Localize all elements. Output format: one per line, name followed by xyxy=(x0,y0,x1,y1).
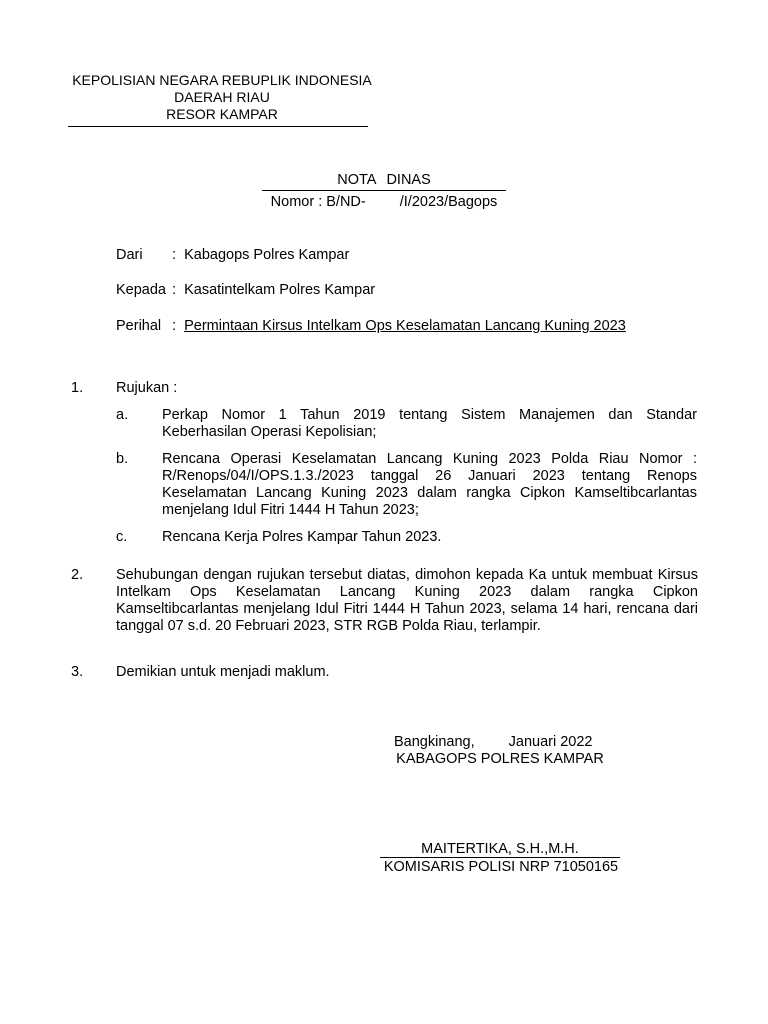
item-text-2: Sehubungan dengan rujukan tersebut diatas, dimohon kepada Ka untuk membuat Kirsus Intelkam Ops Keselamatan Lancang Kuning 2023 dalam rangka Cipkon Kamseltibcarlantas menjelang Idul Fitri 1444 H Tahun 2023, selama 14 hari, rencana dari tanggal 07 s.d. 20 Februari 2023, STR RGB Polda Riau, terlampir. xyxy=(116,567,698,634)
from-value: Kabagops Polres Kampar xyxy=(184,247,350,263)
from-row xyxy=(116,247,349,264)
to-row xyxy=(116,282,375,299)
signature-rank: KOMISARIS POLISI NRP 71050165 xyxy=(383,859,619,875)
item-number-2: 2. xyxy=(71,567,84,583)
to-value: Kasatintelkam Polres Kampar xyxy=(184,282,376,298)
letterhead-line-region: DAERAH RIAU xyxy=(174,89,270,105)
item-text-1: Rujukan : xyxy=(116,380,178,396)
title-word-dinas: DINAS xyxy=(386,172,431,188)
subject-value: Permintaan Kirsus Intelkam Ops Keselamatan Lancang Kuning 2023 xyxy=(184,318,626,334)
subitem-text-c: Rencana Kerja Polres Kampar Tahun 2023. xyxy=(162,529,442,545)
item-number-1: 1. xyxy=(71,380,84,396)
from-label: Dari xyxy=(116,247,143,263)
to-separator: : xyxy=(172,282,177,298)
signature-date: Januari 2022 xyxy=(508,734,593,750)
item-number-3: 3. xyxy=(71,664,84,680)
signature-position: KABAGOPS POLRES KAMPAR xyxy=(396,751,604,767)
letterhead-line-resort: RESOR KAMPAR xyxy=(166,106,278,122)
document-number-prefix: Nomor : B/ND- xyxy=(270,194,366,210)
subitem-text-a: Perkap Nomor 1 Tahun 2019 tentang Sistem Manajemen dan Standar Keberhasilan Operasi Kepolisian; xyxy=(162,407,697,440)
letterhead-divider xyxy=(68,126,368,127)
signature-place-date xyxy=(394,734,592,751)
signature-name: MAITERTIKA, S.H.,M.H. xyxy=(380,841,620,858)
subitem-letter-c: c. xyxy=(116,529,128,545)
from-separator: : xyxy=(172,247,177,263)
document-number xyxy=(262,194,506,211)
subitem-letter-b: b. xyxy=(116,451,129,467)
document-title xyxy=(262,172,506,191)
subitem-text-b: Rencana Operasi Keselamatan Lancang Kuning 2023 Polda Riau Nomor : R/Renops/04/I/OPS.1.3./2023 tanggal 26 Januari 2023 tentang Renops Keselamatan Lancang Kuning 2023 dalam rangka Cipkon Kamseltibcarlantas menjelang Idul Fitri 1444 H Tahun 2023; xyxy=(162,451,697,518)
letterhead xyxy=(60,72,384,123)
subject-label: Perihal xyxy=(116,318,162,334)
document-number-suffix: /I/2023/Bagops xyxy=(399,194,498,210)
title-word-nota: NOTA xyxy=(337,172,377,188)
subitem-letter-a: a. xyxy=(116,407,129,423)
letterhead-line-institution: KEPOLISIAN NEGARA REBUPLIK INDONESIA xyxy=(72,72,372,88)
to-label: Kepada xyxy=(116,282,166,298)
subject-row xyxy=(116,318,626,335)
item-text-3: Demikian untuk menjadi maklum. xyxy=(116,664,330,680)
subject-separator: : xyxy=(172,318,177,334)
signature-place: Bangkinang, xyxy=(394,734,475,750)
